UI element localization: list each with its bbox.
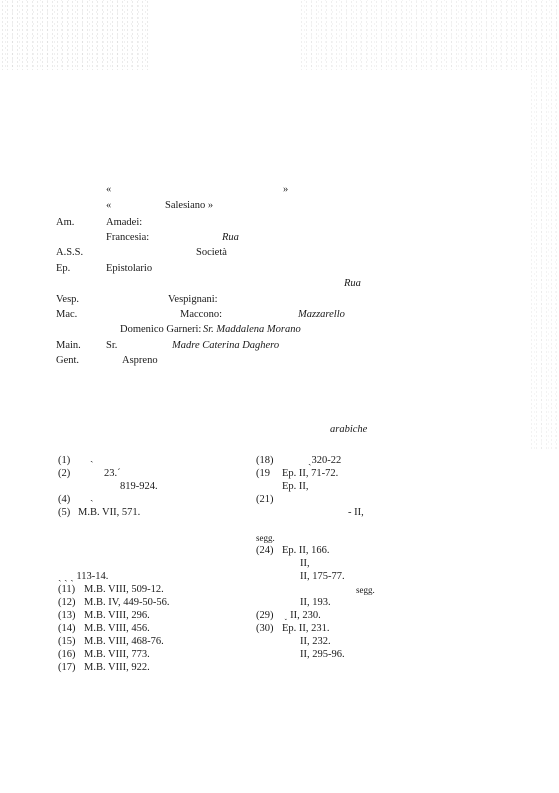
- note-number: (2): [58, 468, 71, 479]
- scan-noise-left: [0, 0, 150, 70]
- note-number: (12): [58, 597, 76, 608]
- note-text: M.B. VIII, 773.: [84, 649, 150, 660]
- note-text: ˏ320-22: [308, 455, 342, 466]
- note-number: (13): [58, 610, 76, 621]
- abbr-text: Epistolario: [106, 263, 153, 274]
- quote-open: «: [106, 184, 112, 195]
- note-text: M.B. VIII, 456.: [84, 623, 150, 634]
- note-text: segg.: [356, 585, 375, 595]
- note-text: II,: [300, 558, 310, 569]
- abbr-text: Aspreno: [122, 355, 158, 366]
- note-text: ˏ ˏ ˏ 113-14.: [58, 571, 109, 582]
- abbr-italic: Sr. Maddalena Morano: [203, 324, 301, 335]
- abbr-label: Vesp.: [56, 294, 80, 305]
- abbr-text: Domenico Garneri:: [120, 324, 202, 335]
- abbr-label: Main.: [56, 340, 81, 351]
- scan-noise-right: [299, 0, 559, 70]
- note-text: Ep. II, 71-72.: [282, 468, 339, 479]
- abbr-text: Amadei:: [106, 217, 143, 228]
- note-number: (5): [58, 507, 71, 518]
- note-number: (19: [256, 468, 270, 479]
- note-text: M.B. VIII, 922.: [84, 662, 150, 673]
- note-number: (17): [58, 662, 76, 673]
- note-text: ˏ: [90, 452, 94, 463]
- note-text: Ep. II, 231.: [282, 623, 330, 634]
- abbr-label: Am.: [56, 217, 75, 228]
- note-text: II, 232.: [300, 636, 331, 647]
- note-text: M.B. IV, 449-50-56.: [84, 597, 170, 608]
- note-text: segg.: [256, 533, 275, 543]
- abbr-text: Maccono:: [180, 309, 222, 320]
- note-number: (21): [256, 494, 274, 505]
- note-text: 819-924.: [120, 481, 158, 492]
- abbr-label: Gent.: [56, 355, 80, 366]
- note-text: M.B. VIII, 509-12.: [84, 584, 164, 595]
- note-text: M.B. VIII, 468-76.: [84, 636, 164, 647]
- note-text: ˯ II, 230.: [284, 610, 321, 621]
- note-text: ˏ: [90, 491, 94, 502]
- note-number: (1): [58, 455, 71, 466]
- note-number: (11): [58, 584, 76, 595]
- note-text: M.B. VIII, 296.: [84, 610, 150, 621]
- note-number: (24): [256, 545, 274, 556]
- note-number: (30): [256, 623, 274, 634]
- scan-noise-edge: [529, 70, 559, 450]
- abbr-italic: Mazzarello: [298, 309, 345, 320]
- note-text: M.B. VII, 571.: [78, 507, 141, 518]
- note-text: Ep. II, 166.: [282, 545, 330, 556]
- quote-close: »: [283, 184, 289, 195]
- abbr-italic: Madre Caterina Daghero: [172, 340, 280, 351]
- abbr-italic: Rua: [222, 232, 239, 243]
- note-number: (15): [58, 636, 76, 647]
- notes-heading: arabiche: [330, 424, 368, 435]
- salesiano-label: Salesiano »: [165, 200, 214, 211]
- note-text: II, 175-77.: [300, 571, 345, 582]
- abbr-text: Società: [196, 247, 227, 258]
- note-text: - II,: [348, 507, 364, 518]
- note-text: II, 295-96.: [300, 649, 345, 660]
- note-number: (14): [58, 623, 76, 634]
- abbr-italic: Rua: [344, 278, 361, 289]
- note-text: Ep. II,: [282, 481, 309, 492]
- note-number: (4): [58, 494, 71, 505]
- note-text: II, 193.: [300, 597, 331, 608]
- abbr-label: A.S.S.: [56, 247, 84, 258]
- note-number: (29): [256, 610, 274, 621]
- note-number: (16): [58, 649, 76, 660]
- abbr-text: Vespignani:: [168, 294, 218, 305]
- abbr-text: Francesia:: [106, 232, 150, 243]
- abbr-label: Ep.: [56, 263, 71, 274]
- abbr-label: Mac.: [56, 309, 78, 320]
- abbr-text: Sr.: [106, 340, 118, 351]
- note-text: 23.ˊ: [104, 468, 121, 479]
- quote-open-2: «: [106, 200, 112, 211]
- note-number: (18): [256, 455, 274, 466]
